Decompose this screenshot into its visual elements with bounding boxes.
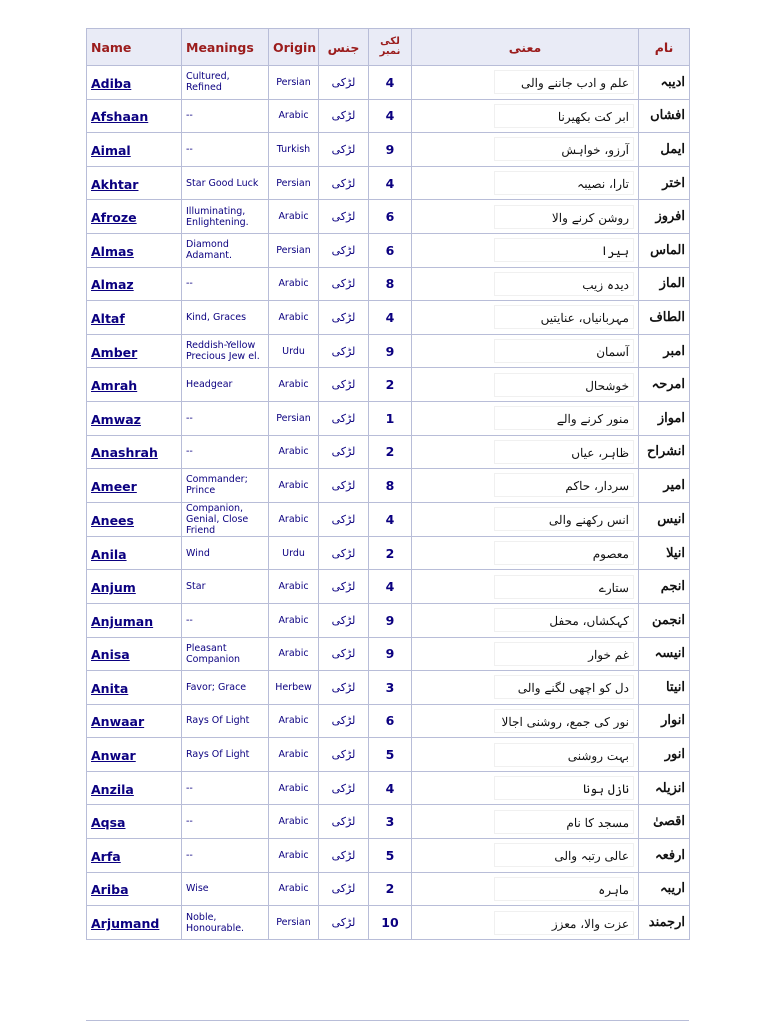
cell-urdu-meaning xyxy=(412,771,639,805)
cell-gender: لڑکی xyxy=(319,704,369,738)
table-row xyxy=(87,401,690,435)
cell-meaning: -- xyxy=(182,839,269,873)
name-link[interactable]: Anwaar xyxy=(91,714,145,730)
cell-gender: لڑکی xyxy=(319,267,369,301)
cell-gender: لڑکی xyxy=(319,99,369,133)
cell-origin: Arabic xyxy=(269,435,319,469)
cell-meaning: Rays Of Light xyxy=(182,704,269,738)
urdu-meaning-text: ابر کت بکھیرنا xyxy=(494,104,634,128)
cell-name xyxy=(87,99,182,133)
cell-urdu-meaning xyxy=(412,839,639,873)
cell-origin: Urdu xyxy=(269,334,319,368)
table-row xyxy=(87,133,690,167)
cell-urdu-meaning xyxy=(412,66,639,100)
cell-lucky-number: 10 xyxy=(369,906,412,940)
urdu-meaning-text: دل کو اچھی لگنے والی xyxy=(494,675,634,699)
cell-name xyxy=(87,435,182,469)
name-link[interactable]: Anisa xyxy=(91,647,130,663)
cell-lucky-number: 4 xyxy=(369,771,412,805)
cell-urdu-meaning xyxy=(412,435,639,469)
cell-urdu-meaning xyxy=(412,301,639,335)
table-row xyxy=(87,334,690,368)
cell-urdu-name: اریبہ xyxy=(639,872,690,906)
cell-name xyxy=(87,368,182,402)
table-row xyxy=(87,301,690,335)
page-divider xyxy=(86,1020,689,1021)
urdu-meaning-text: خوشحال xyxy=(494,373,634,397)
cell-urdu-meaning xyxy=(412,805,639,839)
urdu-meaning-text: مہربانیاں، عنایتیں xyxy=(494,305,634,329)
cell-urdu-name: انجم xyxy=(639,570,690,604)
name-link[interactable]: Anashrah xyxy=(91,445,158,461)
cell-meaning: -- xyxy=(182,771,269,805)
cell-urdu-meaning xyxy=(412,133,639,167)
table-row xyxy=(87,99,690,133)
cell-lucky-number: 1 xyxy=(369,401,412,435)
cell-gender: لڑکی xyxy=(319,435,369,469)
cell-origin: Arabic xyxy=(269,872,319,906)
cell-meaning: Wind xyxy=(182,536,269,570)
urdu-meaning-text: نازل ہونا xyxy=(494,776,634,800)
name-link[interactable]: Aimal xyxy=(91,142,131,158)
table-row xyxy=(87,166,690,200)
name-link[interactable]: Almaz xyxy=(91,277,134,293)
cell-gender: لڑکی xyxy=(319,738,369,772)
urdu-meaning-text: آرزو، خواہش xyxy=(494,137,634,161)
cell-lucky-number: 6 xyxy=(369,233,412,267)
cell-urdu-meaning xyxy=(412,603,639,637)
cell-meaning: Cultured, Refined xyxy=(182,66,269,100)
header-meanings: Meanings xyxy=(182,29,269,66)
cell-urdu-name: ادیبہ xyxy=(639,66,690,100)
cell-gender: لڑکی xyxy=(319,233,369,267)
cell-urdu-name: افروز xyxy=(639,200,690,234)
cell-origin: Arabic xyxy=(269,301,319,335)
cell-urdu-meaning xyxy=(412,502,639,536)
cell-origin: Arabic xyxy=(269,603,319,637)
table-row xyxy=(87,233,690,267)
table-row xyxy=(87,200,690,234)
table-row xyxy=(87,839,690,873)
cell-gender: لڑکی xyxy=(319,570,369,604)
header-row xyxy=(87,29,690,66)
urdu-meaning-text: غم خوار xyxy=(494,642,634,666)
cell-origin: Arabic xyxy=(269,267,319,301)
cell-origin: Persian xyxy=(269,906,319,940)
cell-origin: Persian xyxy=(269,401,319,435)
cell-name xyxy=(87,671,182,705)
cell-name xyxy=(87,839,182,873)
urdu-meaning-text: کہکشاں، محفل xyxy=(494,608,634,632)
table-row xyxy=(87,738,690,772)
cell-name xyxy=(87,301,182,335)
cell-meaning: Pleasant Companion xyxy=(182,637,269,671)
header-origin: Origin xyxy=(269,29,319,66)
header-name: Name xyxy=(87,29,182,66)
header-gender: جنس xyxy=(319,29,369,66)
cell-lucky-number: 9 xyxy=(369,334,412,368)
cell-meaning: Star Good Luck xyxy=(182,166,269,200)
urdu-meaning-text: عزت والا، معزز xyxy=(494,911,634,935)
cell-name xyxy=(87,704,182,738)
table-row xyxy=(87,469,690,503)
cell-urdu-name: انیتا xyxy=(639,671,690,705)
name-link[interactable]: Anwar xyxy=(91,748,136,764)
table-row xyxy=(87,368,690,402)
cell-lucky-number: 4 xyxy=(369,301,412,335)
cell-urdu-name: امرحہ xyxy=(639,368,690,402)
cell-urdu-meaning xyxy=(412,738,639,772)
cell-urdu-meaning xyxy=(412,368,639,402)
cell-gender: لڑکی xyxy=(319,839,369,873)
table-row xyxy=(87,704,690,738)
cell-name xyxy=(87,401,182,435)
cell-urdu-name: انیلا xyxy=(639,536,690,570)
cell-gender: لڑکی xyxy=(319,906,369,940)
name-link[interactable]: Amber xyxy=(91,344,138,360)
cell-gender: لڑکی xyxy=(319,368,369,402)
cell-lucky-number: 2 xyxy=(369,872,412,906)
cell-name xyxy=(87,872,182,906)
cell-lucky-number: 4 xyxy=(369,99,412,133)
cell-gender: لڑکی xyxy=(319,301,369,335)
table-row xyxy=(87,805,690,839)
name-link[interactable]: Altaf xyxy=(91,310,125,326)
cell-origin: Urdu xyxy=(269,536,319,570)
name-link[interactable]: Anjum xyxy=(91,580,136,596)
cell-name xyxy=(87,66,182,100)
name-link[interactable]: Ameer xyxy=(91,478,137,494)
cell-gender: لڑکی xyxy=(319,200,369,234)
cell-gender: لڑکی xyxy=(319,166,369,200)
cell-gender: لڑکی xyxy=(319,133,369,167)
cell-meaning: Rays Of Light xyxy=(182,738,269,772)
cell-gender: لڑکی xyxy=(319,805,369,839)
urdu-meaning-text: ستارے xyxy=(494,575,634,599)
urdu-meaning-text: نور کی جمع، روشنی اجالا xyxy=(494,709,634,733)
cell-name xyxy=(87,536,182,570)
urdu-meaning-text: روشن کرنے والا xyxy=(494,205,634,229)
urdu-meaning-text: دیدہ زیب xyxy=(494,272,634,296)
cell-urdu-name: انور xyxy=(639,738,690,772)
cell-origin: Arabic xyxy=(269,200,319,234)
cell-lucky-number: 9 xyxy=(369,133,412,167)
table-row xyxy=(87,267,690,301)
table-row xyxy=(87,66,690,100)
cell-origin: Arabic xyxy=(269,99,319,133)
name-link[interactable]: Afshaan xyxy=(91,109,149,125)
cell-urdu-meaning xyxy=(412,99,639,133)
cell-urdu-name: اختر xyxy=(639,166,690,200)
table-row xyxy=(87,502,690,536)
cell-meaning: Kind, Graces xyxy=(182,301,269,335)
cell-lucky-number: 9 xyxy=(369,603,412,637)
header-urdu-meaning: معنی xyxy=(412,29,639,66)
cell-meaning: Companion, Genial, Close Friend xyxy=(182,502,269,536)
urdu-meaning-text: آسمان xyxy=(494,339,634,363)
cell-meaning: -- xyxy=(182,401,269,435)
cell-lucky-number: 8 xyxy=(369,469,412,503)
cell-lucky-number: 2 xyxy=(369,435,412,469)
cell-origin: Arabic xyxy=(269,469,319,503)
cell-gender: لڑکی xyxy=(319,637,369,671)
cell-meaning: Reddish-Yellow Precious Jew el. xyxy=(182,334,269,368)
cell-name xyxy=(87,771,182,805)
cell-urdu-name: الماس xyxy=(639,233,690,267)
cell-gender: لڑکی xyxy=(319,872,369,906)
cell-meaning: Headgear xyxy=(182,368,269,402)
cell-urdu-name: اقصیٰ xyxy=(639,805,690,839)
cell-gender: لڑکی xyxy=(319,66,369,100)
urdu-meaning-text: ہیرا xyxy=(494,238,634,262)
cell-origin: Arabic xyxy=(269,502,319,536)
table-row xyxy=(87,536,690,570)
cell-name xyxy=(87,267,182,301)
cell-urdu-name: الماز xyxy=(639,267,690,301)
cell-gender: لڑکی xyxy=(319,334,369,368)
cell-name xyxy=(87,637,182,671)
name-link[interactable]: Ariba xyxy=(91,882,129,898)
cell-meaning: -- xyxy=(182,267,269,301)
cell-urdu-name: ایمل xyxy=(639,133,690,167)
cell-urdu-meaning xyxy=(412,166,639,200)
cell-name xyxy=(87,502,182,536)
cell-origin: Persian xyxy=(269,66,319,100)
cell-lucky-number: 4 xyxy=(369,502,412,536)
name-link[interactable]: Anita xyxy=(91,680,129,696)
cell-lucky-number: 2 xyxy=(369,536,412,570)
cell-urdu-name: ارجمند xyxy=(639,906,690,940)
table-row xyxy=(87,906,690,940)
urdu-meaning-text: بہت روشنی xyxy=(494,743,634,767)
cell-origin: Arabic xyxy=(269,805,319,839)
cell-urdu-name: امیر xyxy=(639,469,690,503)
cell-name xyxy=(87,603,182,637)
cell-origin: Arabic xyxy=(269,771,319,805)
cell-meaning: -- xyxy=(182,99,269,133)
cell-meaning: Illuminating, Enlightening. xyxy=(182,200,269,234)
urdu-meaning-text: ظاہر، عیاں xyxy=(494,440,634,464)
header-urdu-name: نام xyxy=(639,29,690,66)
cell-gender: لڑکی xyxy=(319,401,369,435)
table-header xyxy=(87,29,690,66)
cell-meaning: -- xyxy=(182,603,269,637)
cell-lucky-number: 2 xyxy=(369,368,412,402)
cell-origin: Persian xyxy=(269,233,319,267)
urdu-meaning-text: تارا، نصیبہ xyxy=(494,171,634,195)
cell-origin: Arabic xyxy=(269,738,319,772)
name-link[interactable]: Anees xyxy=(91,512,134,528)
urdu-meaning-text: ماہرہ xyxy=(494,877,634,901)
urdu-meaning-text: معصوم xyxy=(494,541,634,565)
name-link[interactable]: Amrah xyxy=(91,378,138,394)
cell-meaning: Diamond Adamant. xyxy=(182,233,269,267)
cell-gender: لڑکی xyxy=(319,771,369,805)
cell-gender: لڑکی xyxy=(319,603,369,637)
urdu-meaning-text: انس رکھنے والی xyxy=(494,507,634,531)
cell-urdu-meaning xyxy=(412,469,639,503)
cell-urdu-meaning xyxy=(412,267,639,301)
name-link[interactable]: Afroze xyxy=(91,210,137,226)
cell-lucky-number: 3 xyxy=(369,671,412,705)
cell-origin: Turkish xyxy=(269,133,319,167)
cell-meaning: Commander; Prince xyxy=(182,469,269,503)
name-link[interactable]: Arjumand xyxy=(91,916,160,932)
cell-origin: Arabic xyxy=(269,570,319,604)
cell-lucky-number: 8 xyxy=(369,267,412,301)
urdu-meaning-text: منور کرنے والے xyxy=(494,406,634,430)
names-table xyxy=(86,28,690,940)
cell-gender: لڑکی xyxy=(319,671,369,705)
cell-urdu-meaning xyxy=(412,536,639,570)
cell-meaning: Noble, Honourable. xyxy=(182,906,269,940)
table-row xyxy=(87,435,690,469)
cell-origin: Herbew xyxy=(269,671,319,705)
cell-urdu-meaning xyxy=(412,200,639,234)
cell-origin: Arabic xyxy=(269,637,319,671)
cell-name xyxy=(87,738,182,772)
table-body xyxy=(87,66,690,940)
urdu-meaning-text: علم و ادب جاننے والی xyxy=(494,70,634,94)
cell-meaning: -- xyxy=(182,133,269,167)
cell-urdu-name: ارفعہ xyxy=(639,839,690,873)
name-link[interactable]: Anila xyxy=(91,546,127,562)
cell-name xyxy=(87,805,182,839)
cell-urdu-name: افشاں xyxy=(639,99,690,133)
cell-name xyxy=(87,334,182,368)
cell-urdu-meaning xyxy=(412,637,639,671)
name-link[interactable]: Amwaz xyxy=(91,411,141,427)
urdu-meaning-text: مسجد کا نام xyxy=(494,810,634,834)
cell-urdu-meaning xyxy=(412,704,639,738)
cell-urdu-name: امواز xyxy=(639,401,690,435)
table-row xyxy=(87,872,690,906)
cell-lucky-number: 9 xyxy=(369,637,412,671)
cell-lucky-number: 6 xyxy=(369,200,412,234)
urdu-meaning-text: عالی رتبہ والی xyxy=(494,843,634,867)
cell-origin: Persian xyxy=(269,166,319,200)
header-lucky-number: لکی نمبر xyxy=(369,29,412,66)
table-row xyxy=(87,637,690,671)
cell-urdu-name: انیسہ xyxy=(639,637,690,671)
cell-urdu-name: انشراح xyxy=(639,435,690,469)
cell-lucky-number: 3 xyxy=(369,805,412,839)
urdu-meaning-text: سردار، حاکم xyxy=(494,473,634,497)
cell-urdu-meaning xyxy=(412,570,639,604)
cell-origin: Arabic xyxy=(269,839,319,873)
cell-lucky-number: 4 xyxy=(369,166,412,200)
cell-meaning: -- xyxy=(182,805,269,839)
table-row xyxy=(87,671,690,705)
cell-gender: لڑکی xyxy=(319,502,369,536)
cell-name xyxy=(87,469,182,503)
cell-urdu-name: امبر xyxy=(639,334,690,368)
name-link[interactable]: Almas xyxy=(91,243,134,259)
cell-meaning: Wise xyxy=(182,872,269,906)
name-link[interactable]: Adiba xyxy=(91,75,132,91)
cell-meaning: -- xyxy=(182,435,269,469)
name-link[interactable]: Anjuman xyxy=(91,613,154,629)
cell-gender: لڑکی xyxy=(319,536,369,570)
cell-name xyxy=(87,233,182,267)
cell-meaning: Star xyxy=(182,570,269,604)
cell-gender: لڑکی xyxy=(319,469,369,503)
cell-urdu-meaning xyxy=(412,401,639,435)
cell-lucky-number: 4 xyxy=(369,66,412,100)
table-row xyxy=(87,603,690,637)
name-link[interactable]: Akhtar xyxy=(91,176,139,192)
cell-urdu-meaning xyxy=(412,671,639,705)
cell-urdu-name: انزیلہ xyxy=(639,771,690,805)
cell-urdu-name: انوار xyxy=(639,704,690,738)
name-link[interactable]: Arfa xyxy=(91,848,121,864)
cell-name xyxy=(87,200,182,234)
name-link[interactable]: Anzila xyxy=(91,781,134,797)
name-link[interactable]: Aqsa xyxy=(91,815,126,831)
cell-meaning: Favor; Grace xyxy=(182,671,269,705)
cell-urdu-name: انیس xyxy=(639,502,690,536)
cell-urdu-meaning xyxy=(412,872,639,906)
cell-name xyxy=(87,570,182,604)
cell-lucky-number: 5 xyxy=(369,738,412,772)
cell-origin: Arabic xyxy=(269,368,319,402)
cell-lucky-number: 5 xyxy=(369,839,412,873)
cell-urdu-name: انجمن xyxy=(639,603,690,637)
cell-origin: Arabic xyxy=(269,704,319,738)
cell-urdu-name: الطاف xyxy=(639,301,690,335)
table-row xyxy=(87,771,690,805)
cell-name xyxy=(87,166,182,200)
cell-name xyxy=(87,906,182,940)
cell-urdu-meaning xyxy=(412,334,639,368)
cell-urdu-meaning xyxy=(412,906,639,940)
cell-name xyxy=(87,133,182,167)
table-row xyxy=(87,570,690,604)
cell-urdu-meaning xyxy=(412,233,639,267)
cell-lucky-number: 4 xyxy=(369,570,412,604)
cell-lucky-number: 6 xyxy=(369,704,412,738)
